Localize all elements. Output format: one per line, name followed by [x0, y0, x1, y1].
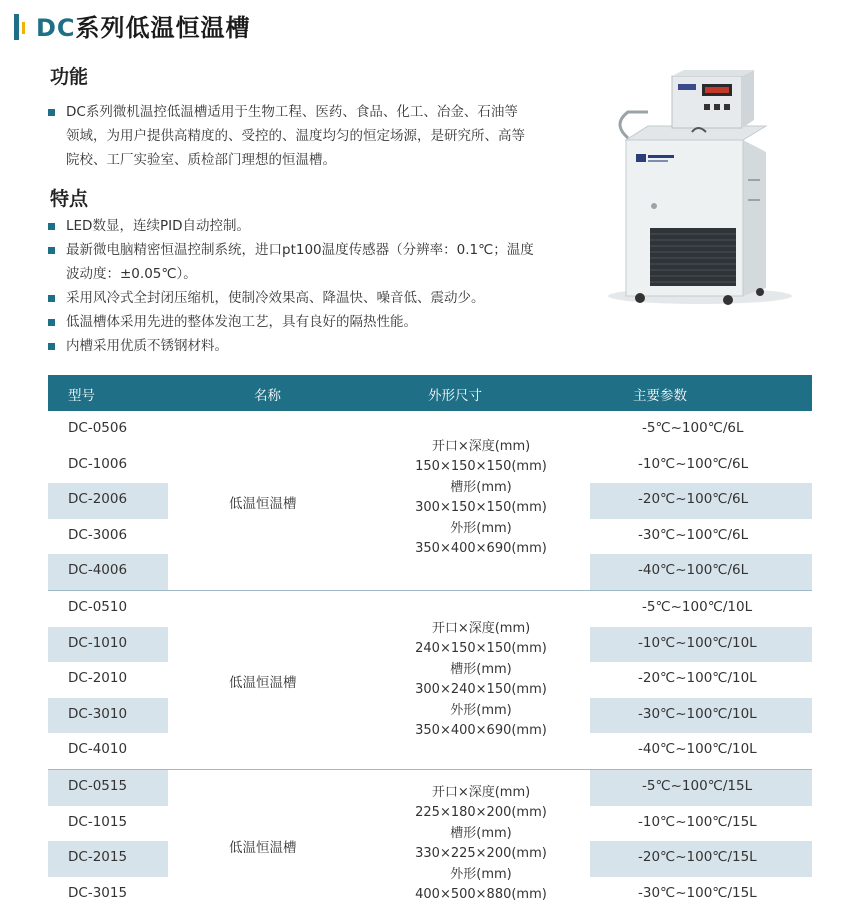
bullet-square-icon [48, 295, 55, 302]
feature-line: 采用风冷式全封闭压缩机，使制冷效果高、降温快、噪音低、震动少。 [66, 290, 485, 306]
dimension-line: 槽形(mm) [450, 825, 512, 841]
dimension-line: 225×180×200(mm) [415, 805, 547, 821]
feature-line: 内槽采用优质不锈钢材料。 [66, 338, 228, 354]
feature-item [48, 310, 568, 334]
model-cell: DC-4010 [68, 741, 128, 758]
model-cell: DC-0515 [68, 778, 128, 794]
function-heading: 功能 [50, 66, 89, 88]
dimension-line: 槽形(mm) [450, 479, 512, 495]
features-heading: 特点 [50, 188, 89, 210]
dimension-line: 开口×深度(mm) [431, 439, 531, 454]
table-header [48, 375, 812, 411]
param-cell: -20℃~100℃/15L [638, 849, 757, 866]
model-cell: DC-2006 [68, 491, 128, 508]
header-dimensions: 外形尺寸 [428, 388, 482, 404]
dimension-line: 开口×深度(mm) [431, 621, 531, 636]
function-paragraph [48, 100, 568, 172]
param-cell: -20℃~100℃/6L [638, 491, 749, 508]
dimension-line: 外形(mm) [450, 702, 512, 718]
bullet-square-icon [48, 223, 55, 230]
title-accent-mark [22, 22, 25, 34]
dimension-line: 400×500×880(mm) [415, 887, 547, 903]
feature-line: 最新微电脑精密恒温控制系统，进口pt100温度传感器（分辨率：0.1℃；温度 [66, 242, 534, 258]
model-cell: DC-3015 [68, 884, 128, 901]
model-cell: DC-0506 [68, 420, 128, 436]
model-cell: DC-1006 [68, 455, 128, 472]
dimension-block [381, 619, 581, 741]
dimension-line: 300×240×150(mm) [415, 682, 547, 698]
feature-line: 波动度：±0.05℃）。 [66, 266, 197, 282]
model-cell: DC-1010 [68, 634, 128, 651]
param-cell: -30℃~100℃/6L [638, 526, 749, 543]
param-cell: -5℃~100℃/15L [642, 778, 753, 794]
param-cell: -40℃~100℃/6L [638, 562, 749, 579]
function-line: 领域，为用户提供高精度的、受控的、温度均匀的恒定场源，是研究所、高等 [66, 128, 525, 144]
dimension-line: 350×400×690(mm) [415, 541, 547, 557]
page-title [36, 8, 251, 43]
feature-item [48, 334, 568, 358]
param-cell: -10℃~100℃/10L [638, 634, 757, 651]
header-model: 型号 [68, 388, 95, 404]
dimension-line: 300×150×150(mm) [415, 500, 547, 516]
feature-line: 低温槽体采用先进的整体发泡工艺，具有良好的隔热性能。 [66, 314, 417, 330]
function-line: 院校、工厂实验室、质检部门理想的恒温槽。 [66, 152, 336, 168]
table-row [48, 554, 812, 590]
header-name: 名称 [254, 388, 281, 404]
group-name: 低温恒温槽 [229, 840, 297, 856]
bullet-square-icon [48, 109, 55, 116]
dimension-line: 240×150×150(mm) [415, 641, 547, 657]
spec-table [48, 375, 812, 908]
page-title-text: 系列低温恒温槽 [75, 14, 251, 42]
dimension-block [381, 783, 581, 905]
model-cell: DC-3010 [68, 705, 128, 722]
param-cell: -5℃~100℃/6L [642, 420, 744, 436]
feature-item [48, 238, 568, 286]
dimension-line: 350×400×690(mm) [415, 723, 547, 739]
feature-line: LED数显，连续PID自动控制。 [66, 218, 250, 234]
dimension-line: 150×150×150(mm) [415, 459, 547, 475]
dimension-line: 外形(mm) [450, 520, 512, 536]
bullet-square-icon [48, 343, 55, 350]
model-cell: DC-2015 [68, 849, 128, 866]
param-cell: -20℃~100℃/10L [638, 670, 757, 687]
param-cell: -40℃~100℃/10L [638, 741, 757, 758]
feature-item [48, 286, 568, 310]
dimension-block [381, 437, 581, 559]
model-cell: DC-3006 [68, 526, 128, 543]
param-cell: -5℃~100℃/10L [642, 599, 753, 615]
model-cell: DC-4006 [68, 562, 128, 579]
page-title-prefix: DC [36, 14, 76, 42]
param-cell: -30℃~100℃/10L [638, 705, 757, 722]
model-cell: DC-2010 [68, 670, 128, 687]
title-accent-bar [14, 14, 19, 40]
feature-item [48, 214, 568, 238]
param-cell: -10℃~100℃/6L [638, 455, 749, 472]
model-cell: DC-0510 [68, 599, 128, 615]
header-params: 主要参数 [633, 388, 687, 404]
bullet-square-icon [48, 319, 55, 326]
group-name: 低温恒温槽 [229, 496, 297, 512]
bullet-square-icon [48, 247, 55, 254]
param-cell: -30℃~100℃/15L [638, 884, 757, 901]
function-line: DC系列微机温控低温槽适用于生物工程、医药、食品、化工、冶金、石油等 [66, 104, 518, 120]
param-cell: -10℃~100℃/15L [638, 813, 757, 830]
group-name: 低温恒温槽 [229, 675, 297, 691]
dimension-line: 槽形(mm) [450, 661, 512, 677]
dimension-line: 330×225×200(mm) [415, 846, 547, 862]
dimension-line: 开口×深度(mm) [431, 785, 531, 800]
dimension-line: 外形(mm) [450, 866, 512, 882]
model-cell: DC-1015 [68, 813, 128, 830]
product-image [588, 60, 808, 310]
